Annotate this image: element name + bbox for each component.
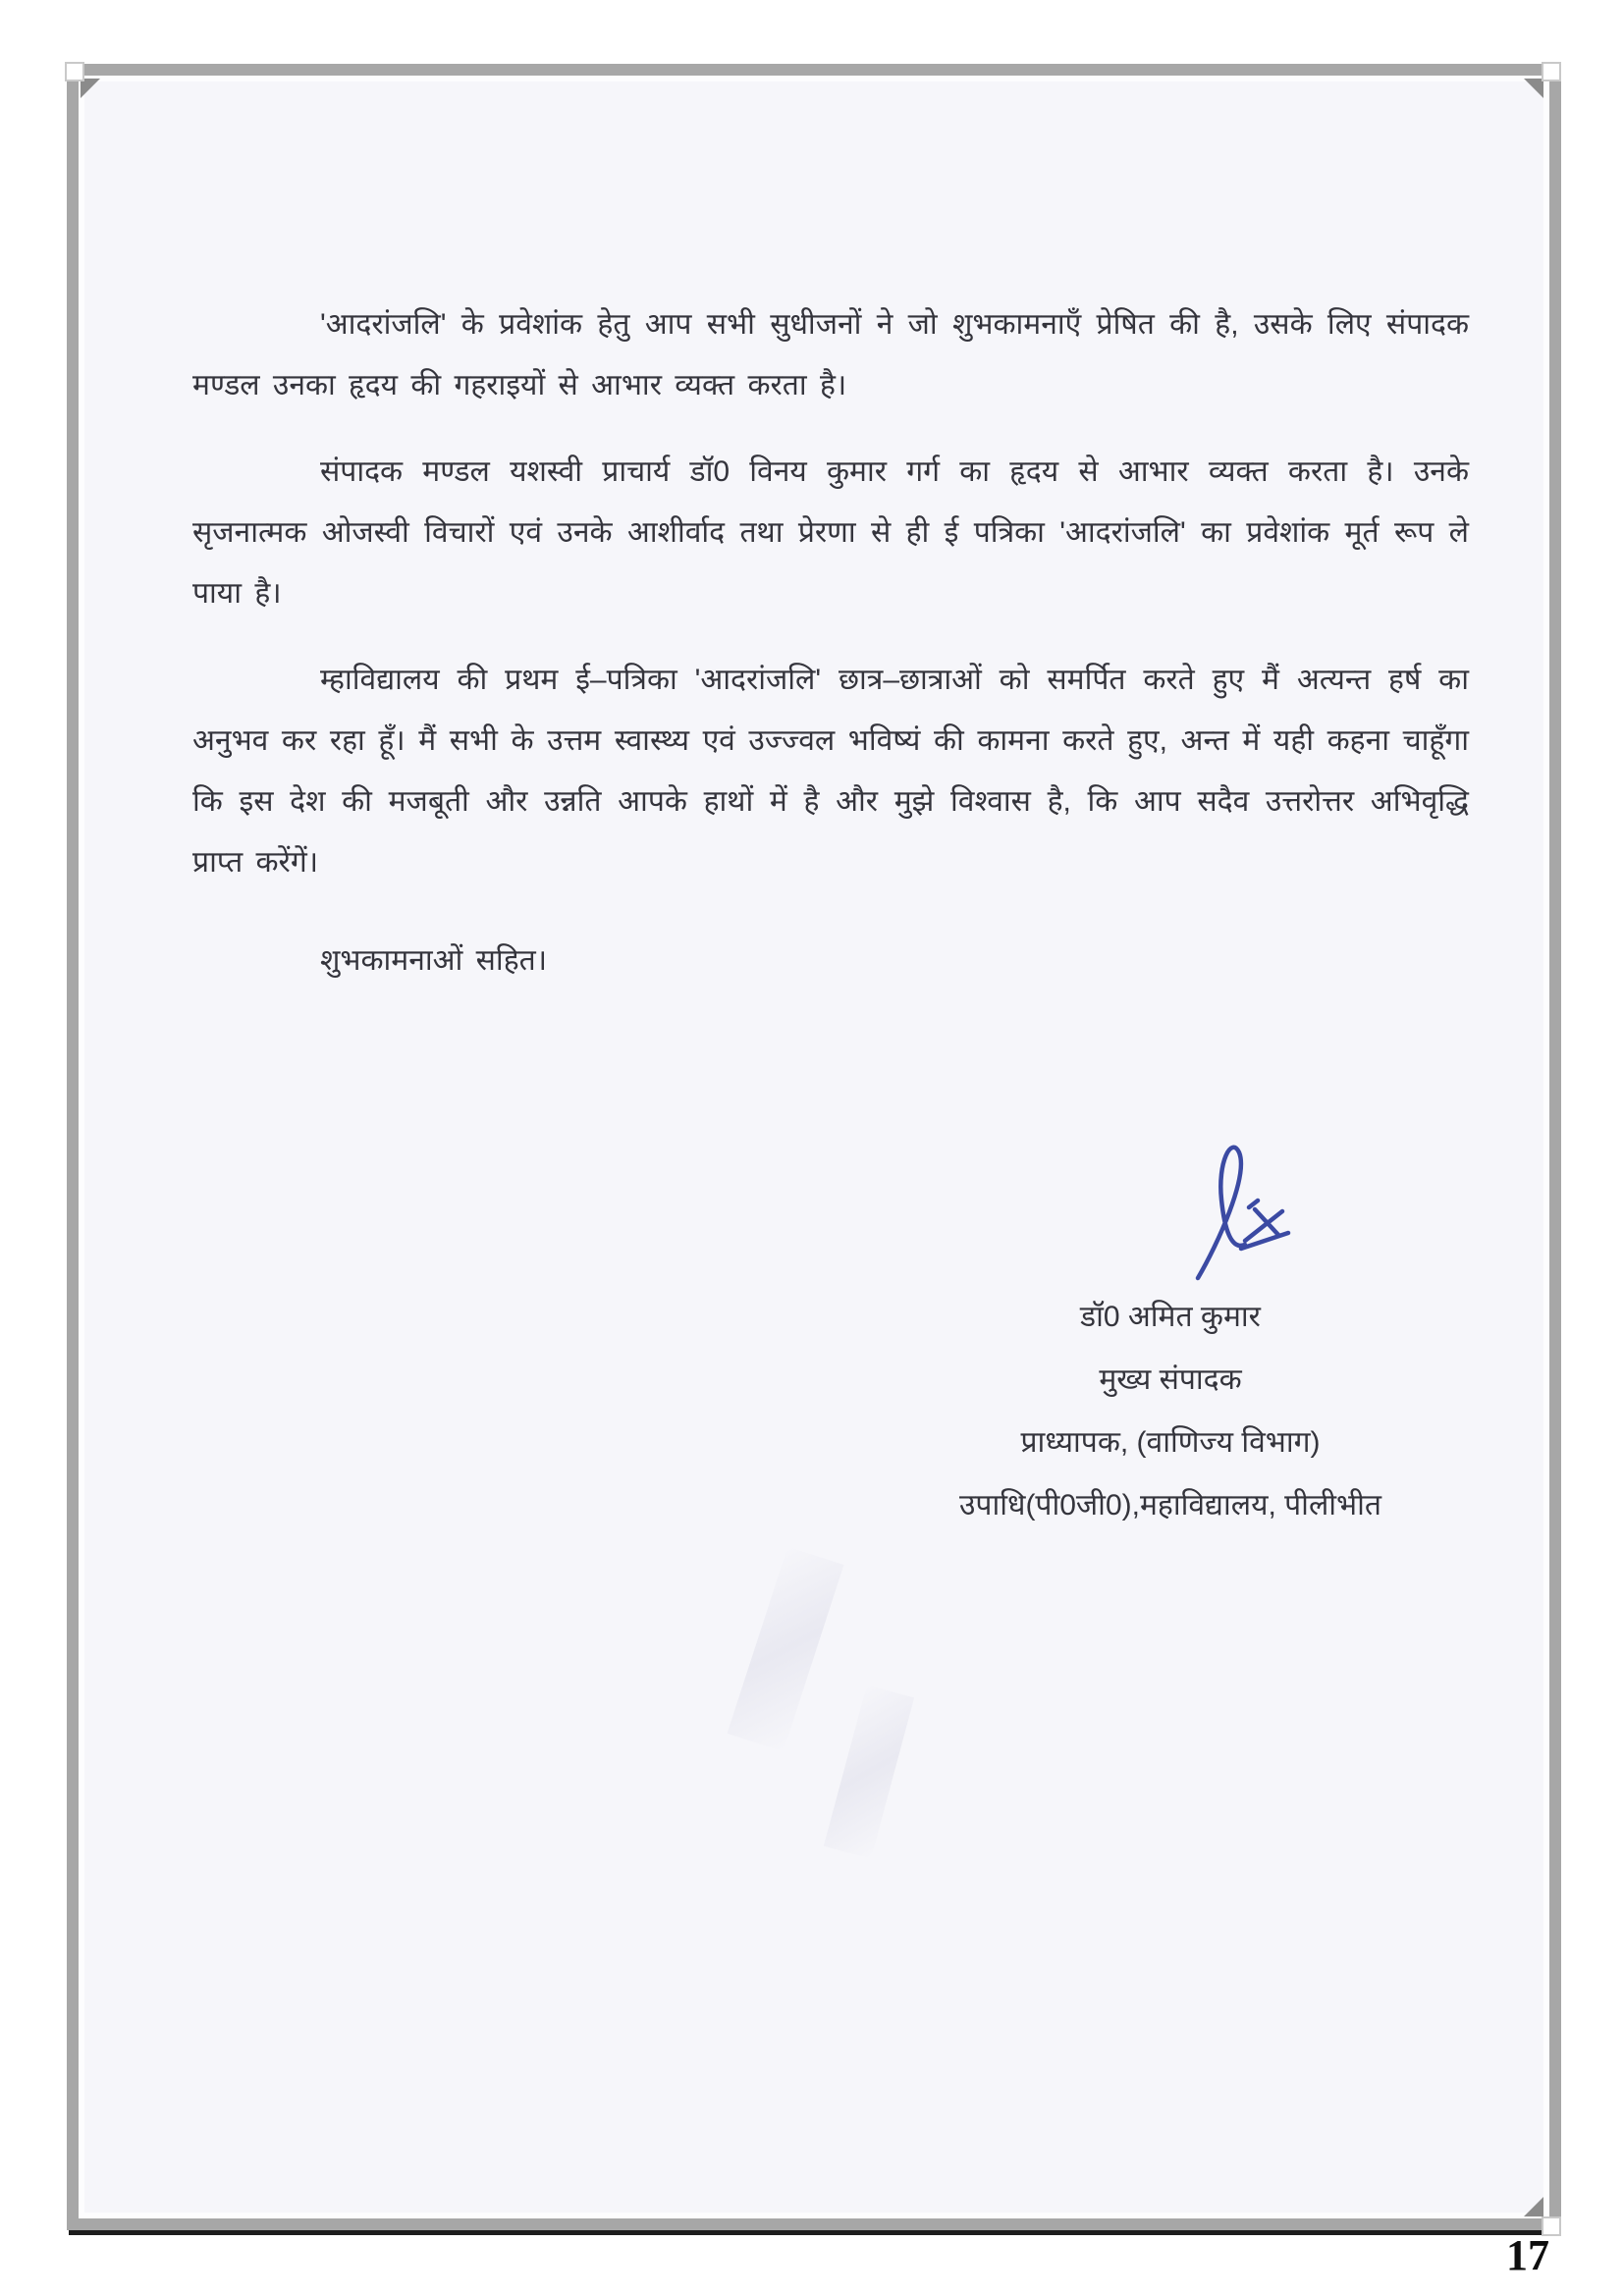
signatory-designation: प्राध्यापक, (वाणिज्य विभाग) (1020, 1426, 1321, 1459)
signatory-name: डॉ0 अमित कुमार (1080, 1301, 1261, 1333)
signatory-role: मुख्य संपादक (1099, 1363, 1242, 1396)
closing-salutation: शुभकामनाओं सहित। (320, 944, 548, 977)
handwritten-signature-icon (886, 1139, 1455, 1286)
signature-block (886, 1139, 1455, 1537)
letter-body (192, 294, 1469, 991)
page-number: 17 (1506, 2231, 1549, 2279)
paragraph-gratitude-wellwishers: 'आदरांजलि' के प्रवेशांक हेतु आप सभी सुधीजनों ने जो शुभकामनाएँ प्रेषित की है, उसके लिए संपादक मण्डल उनका हृदय की गहराइयों से आभार व्यक्त करता है। (192, 308, 1469, 401)
corner-notch (65, 62, 84, 81)
signatory-institution: उपाधि(पी0जी0),महाविद्यालय, पीलीभीत (958, 1489, 1382, 1522)
paragraph-thanks-principal: संपादक मण्डल यशस्वी प्राचार्य डॉ0 विनय कुमार गर्ग का हृदय से आभार व्यक्त करता है। उनके सृजनात्मक ओजस्वी विचारों एवं उनके आशीर्वाद तथा प्रेरणा से ही ई पत्रिका 'आदरांजलि' का प्रवेशांक मूर्त रूप ले पाया है। (192, 455, 1469, 610)
paragraph-dedication-students: म्हाविद्यालय की प्रथम ई–पत्रिका 'आदरांजलि' छात्र–छात्राओं को समर्पित करते हुए मैं अत्यन्त हर्ष का अनुभव कर रहा हूँ। मैं सभी के उत्तम स्वास्थ्य एवं उज्ज्वल भविष्यं की कामना करते हुए, अन्त में यही कहना चाहूँगा कि इस देश की मजबूती और उन्नति आपके हाथों में है और मुझे विश्वास है, कि आप सदैव उत्तरोत्तर अभिवृद्धि प्राप्त करेंगें। (192, 664, 1469, 879)
corner-notch (1542, 62, 1561, 81)
